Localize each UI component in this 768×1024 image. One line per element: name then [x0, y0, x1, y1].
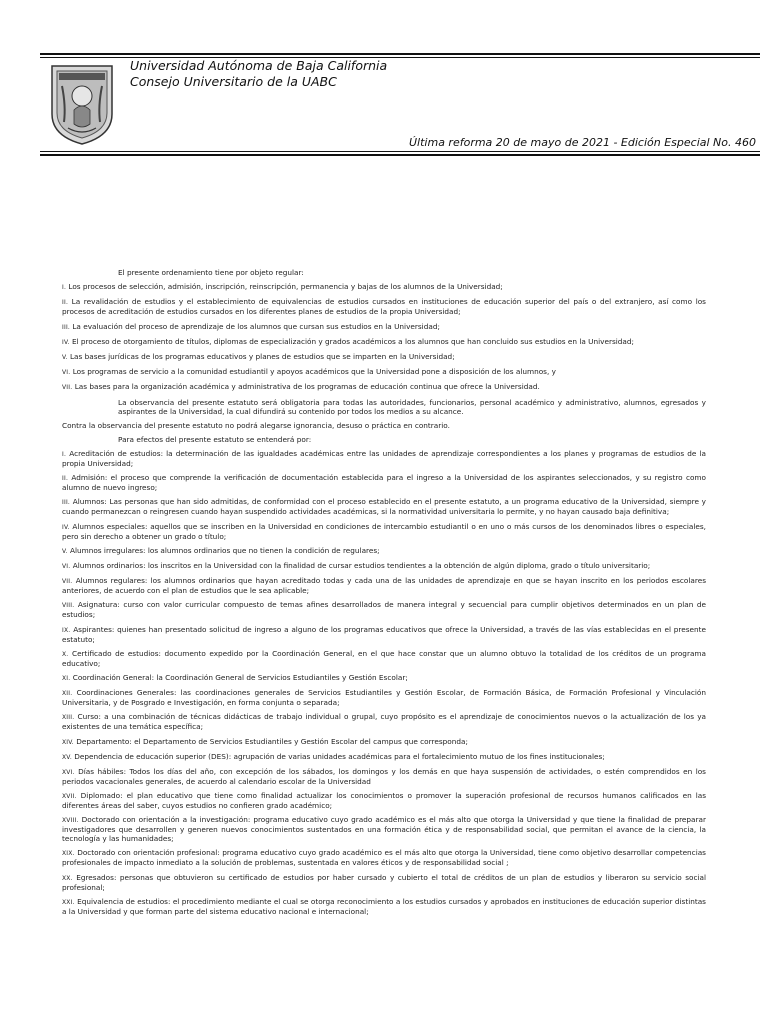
definition-item-number: XVIII.	[62, 817, 79, 825]
definition-item-number: III.	[62, 499, 71, 507]
definition-item-text: Alumnos regulares: los alumnos ordinarios que hayan acreditado todas y cada una de las unidades de aprendizaje en que se hayan inscrito en los periodos escolares anteriores, de acuerdo con el plan de estudios que le sea aplicable;	[62, 576, 706, 596]
definition-item	[62, 522, 706, 541]
definition-item	[62, 600, 706, 619]
definition-item-number: II.	[62, 475, 69, 483]
objective-item	[62, 282, 706, 292]
definition-item	[62, 815, 706, 843]
definition-item	[62, 767, 706, 786]
definition-item-text: Alumnos: Las personas que han sido admitidas, de conformidad con el proceso establecido en el presente estatuto, a un programa educativo de la Universidad, siempre y cuando permanezcan o reingresen cuando hayan suspendido actividades académicas, si la normatividad universitaria lo permite, y no hayan causado baja definitiva;	[62, 497, 706, 517]
definition-item-text: Coordinaciones Generales: las coordinaciones generales de Servicios Estudiantiles y Gestión Escolar, de Formación Básica, de Formación Profesional y Vinculación Universitaria, y de Posgrado e Investigación, en forma conjunta o separada;	[62, 688, 706, 708]
definition-item-text: Asignatura: curso con valor curricular compuesto de temas afines desarrollados de manera integral y secuencial para cumplir objetivos determinados en un plan de estudios;	[62, 600, 706, 620]
definition-item-number: I.	[62, 451, 67, 459]
definition-item-text: Egresados: personas que obtuvieron su certificado de estudios por haber cursado y cubierto el total de créditos de un plan de estudios y liberaron su servicio social profesional;	[62, 872, 706, 892]
objective-item	[62, 322, 706, 332]
definition-item-number: XV.	[62, 753, 72, 761]
definition-item-text: Alumnos ordinarios: los inscritos en la Universidad con la finalidad de cursar estudios tendientes a la obtención de algún diploma, grado o título universitario;	[72, 561, 651, 570]
definition-item-text: Equivalencia de estudios: el procedimiento mediante el cual se otorga reconocimiento a los estudios cursados y aprobados en instituciones de educación superior distintas a la Universidad y que forman parte del sistema educativo nacional e internacional;	[62, 896, 706, 916]
definition-item	[62, 712, 706, 731]
definition-item-number: XII.	[62, 690, 73, 698]
definition-item-number: IV.	[62, 523, 70, 531]
definition-item-number: XX.	[62, 874, 73, 882]
definition-item	[62, 497, 706, 516]
definition-item-number: XXI.	[62, 898, 75, 906]
definition-item-text: Aspirantes: quienes han presentado solicitud de ingreso a alguno de los programas educativos que ofrece la Universidad, a través de las vías establecidas en el presente estatuto;	[62, 624, 706, 644]
definition-item-number: XVII.	[62, 793, 77, 801]
definition-item-text: Alumnos especiales: aquellos que se inscriben en la Universidad en condiciones de intercambio estudiantil o en uno o más cursos de los denominados libres o especiales, pero sin derecho a obtener un grado o título;	[62, 521, 706, 541]
definition-item	[62, 546, 706, 556]
reform-date: Última reforma 20 de mayo de 2021 - Edición Especial No. 460	[409, 136, 756, 149]
objective-item-text: Los procesos de selección, admisión, inscripción, reinscripción, permanencia y bajas de los alumnos de la Universidad;	[68, 282, 503, 292]
objectives-list	[62, 282, 706, 392]
objective-item-number: VII.	[62, 384, 73, 392]
definition-item	[62, 625, 706, 644]
header-rule-bottom	[40, 154, 760, 156]
header-rule-top	[40, 53, 760, 55]
university-seal-icon	[46, 62, 118, 146]
objective-item	[62, 297, 706, 316]
header-title	[130, 58, 387, 90]
definition-item	[62, 791, 706, 810]
definition-item-number: XIX.	[62, 850, 75, 858]
definition-item	[62, 473, 706, 492]
definition-item-number: VI.	[62, 563, 71, 570]
objective-item-text: Las bases jurídicas de los programas educativos y planes de estudios que se imparten en la Universidad;	[69, 351, 455, 361]
definition-item-text: Doctorado con orientación profesional: programa educativo cuyo grado académico es el más alto que otorga la Universidad, tiene como objetivo desarrollar competencias profesionales de impacto inmediato a la solución de problemas, sustentada en valores éticos y de responsabilidad social ;	[62, 848, 706, 868]
objective-item-number: V.	[62, 353, 68, 361]
definition-item-number: X.	[62, 650, 69, 658]
ignorance-paragraph: Contra la observancia del presente estatuto no podrá alegarse ignorancia, desuso o práctica en contrario.	[62, 420, 450, 430]
intro-paragraph: El presente ordenamiento tiene por objeto regular:	[118, 268, 304, 277]
definition-item-text: Admisión: el proceso que comprende la verificación de documentación establecida para el ingreso a la Universidad de los aspirantes seleccionados, y su registro como alumno de nuevo ingreso;	[62, 473, 706, 493]
objective-item-number: III.	[62, 323, 71, 331]
definition-item-text: Diplomado: el plan educativo que tiene como finalidad actualizar los conocimientos o promover la superación profesional de recursos humanos calificados en las diferentes áreas del saber, cuyos estudios no confieren grado académico;	[62, 791, 707, 811]
definition-item-text: Certificado de estudios: documento expedido por la Coordinación General, en el que hace constar que un alumno obtuvo la totalidad de los créditos de un programa educativo;	[62, 648, 706, 668]
council-name: Consejo Universitario de la UABC	[130, 74, 337, 89]
definition-item	[62, 449, 706, 468]
definition-item-text: Días hábiles: Todos los días del año, con excepción de los sábados, los domingos y los demás en que haya suspensión de actividades, o estén comprendidos en los periodos vacacionales generales, de acuerdo al calendario escolar de la Universidad	[62, 766, 706, 786]
objective-item-text: La evaluación del proceso de aprendizaje de los alumnos que cursan sus estudios en la Universidad;	[72, 321, 440, 331]
definition-item-text: Alumnos irregulares: los alumnos ordinarios que no tienen la condición de regulares;	[69, 545, 380, 555]
objective-item-text: Las bases para la organización académica y administrativa de los programas de educación continua que ofrece la Universidad.	[74, 382, 540, 392]
definitions-intro: Para efectos del presente estatuto se entenderá por:	[118, 434, 312, 444]
objective-item-number: I.	[62, 284, 67, 292]
document-body	[62, 268, 706, 921]
definition-item	[62, 897, 706, 916]
definition-item-text: Coordinación General: la Coordinación General de Servicios Estudiantiles y Gestión Escolar;	[72, 672, 408, 682]
objective-item-text: El proceso de otorgamiento de títulos, diplomas de especialización y grados académicos a los alumnos que han concluido sus estudios en la Universidad;	[71, 336, 634, 346]
objective-item-number: VI.	[62, 369, 71, 377]
definition-item-number: VII.	[62, 578, 73, 586]
university-name: Universidad Autónoma de Baja California	[130, 58, 388, 73]
definition-item-text: Departamento: el Departamento de Servicios Estudiantiles y Gestión Escolar del campus que corresponda;	[76, 736, 468, 746]
objective-item-text: La revalidación de estudios y el establecimiento de equivalencias de estudios cursados en instituciones de educación superior del país o del extranjero, así como los procesos de acreditación de estudios cursados en los diferentes planes de estudios de la propia Universidad;	[62, 297, 706, 317]
objective-item	[62, 367, 706, 377]
definition-item-text: Acreditación de estudios: la determinación de las igualdades académicas entre las unidades de aprendizaje correspondientes a los planes y programas de estudios de la propia Universidad;	[62, 449, 707, 469]
definition-item-number: XVI.	[62, 768, 75, 776]
definitions-list	[62, 449, 706, 916]
objective-item	[62, 352, 706, 362]
definition-item	[62, 848, 706, 867]
definition-item	[62, 673, 706, 683]
definition-item	[62, 873, 706, 892]
definition-item	[62, 737, 706, 747]
definition-item	[62, 752, 706, 762]
definition-item	[62, 561, 706, 571]
definition-item	[62, 649, 706, 668]
definition-item-number: XI.	[62, 674, 71, 682]
objective-item	[62, 337, 706, 347]
definition-item	[62, 576, 706, 595]
definition-item-number: IX.	[62, 626, 71, 634]
objective-item	[62, 382, 706, 392]
definition-item-number: XIV.	[62, 738, 74, 746]
objective-item-number: IV.	[62, 338, 70, 346]
definition-item-text: Dependencia de educación superior (DES): agrupación de varias unidades académicas para el fortalecimiento mutuo de los fines institucionales;	[74, 751, 605, 761]
definition-item-text: Curso: a una combinación de técnicas didácticas de trabajo individual o grupal, cuyo propósito es el aprendizaje de conocimientos nuevos o la actualización de los ya existentes de una temática específica;	[62, 712, 706, 732]
definition-item-number: VIII.	[62, 602, 75, 610]
objective-item-text: Los programas de servicio a la comunidad estudiantil y apoyos académicos que la Universidad pone a disposición de los alumnos, y	[72, 367, 556, 377]
observance-paragraph: La observancia del presente estatuto será obligatoria para todas las autoridades, funcionarios, personal académico y administrativo, alumnos, egresados y aspirantes de la Universidad, la cual difundirá su contenido por todos los medios a su alcance.	[118, 397, 706, 416]
definition-item-number: V.	[62, 547, 68, 555]
definition-item	[62, 688, 706, 707]
header-rule-bottom-thin	[40, 151, 760, 152]
definition-item-number: XIII.	[62, 714, 75, 722]
definition-item-text: Doctorado con orientación a la investigación: programa educativo cuyo grado académico es el más alto que otorga la Universidad y que tiene la finalidad de preparar investigadores que desarrollen y generen nuevos conocimientos sustentados en una formación ética y de responsabilidad social, que permitan el avance de la ciencia, la tecnología y las humanidades;	[62, 815, 706, 844]
objective-item-number: II.	[62, 299, 69, 307]
